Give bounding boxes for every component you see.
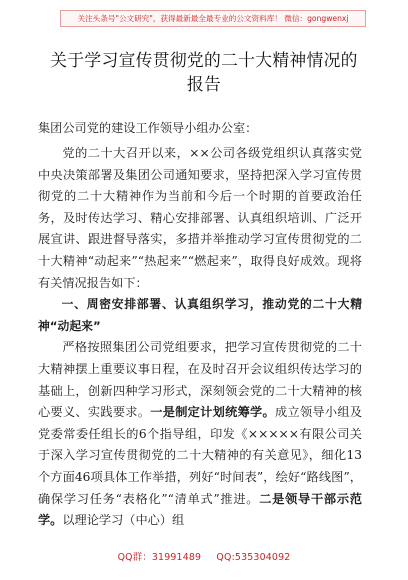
paragraph-intro: 党的二十大召开以来，××公司各级党组织认真落实党中央决策部署及集团公司通知要求，坚持把深入学习宣传贯彻党的二十大精神作为当前和今后一个时期的首要政治任务，及时传达学习、精心安排部署、认真组织培训、广泛开展宣讲、跟进督导落实，多措并举推动学习宣传贯彻党的二十大精神“动起来”“热起来”“燃起来”，取得良好成效。现将有关情况报告如下： [38, 146, 362, 290]
footer-contact [0, 549, 408, 563]
paragraph-text: 成立领导小组及党委常委任组长的6个指导组，印发《×××××有限公司关于深入学习宣传贯彻党的二十大精神的有关意见》，细化13个方面46项具体工作举措，列好“时间表”，绘好“路线图”，确保学习任务“表格化”“清单式”推进。 [38, 405, 363, 506]
footer-qq: QQ:535304092 [216, 552, 291, 563]
footer-qq-group: QQ群：31991489 [117, 552, 202, 563]
paragraph-text: 以理论学习（中心）组 [62, 513, 185, 528]
bold-lead-1: 一是制定计划统筹学。 [150, 405, 275, 420]
document-title: 关于学习宣传贯彻党的二十大精神情况的报告 [50, 50, 358, 94]
bold-lead-2: 二是领导干部示范学。 [38, 491, 362, 528]
paragraph-text: 严格按照集团公司党组要求，把学习宣传贯彻党的二十大精神摆上重要议事日程，在及时召开会议组织传达学习的基础上，创新四种学习形式，深刻领会党的二十大精神的核心要义、实践要求。 [38, 340, 362, 420]
salutation: 集团公司党的建设工作领导小组办公室： [38, 121, 258, 135]
section-heading-1: 一、周密安排部署、认真组织学习，推动党的二十大精神“动起来” [38, 297, 362, 333]
header-banner: 关注头条号"公文研究"，获得最新最全最专业的公文资料库！ 微信：gongwenxj [60, 10, 366, 27]
paragraph-section-1 [38, 337, 362, 531]
document-body [38, 143, 362, 532]
